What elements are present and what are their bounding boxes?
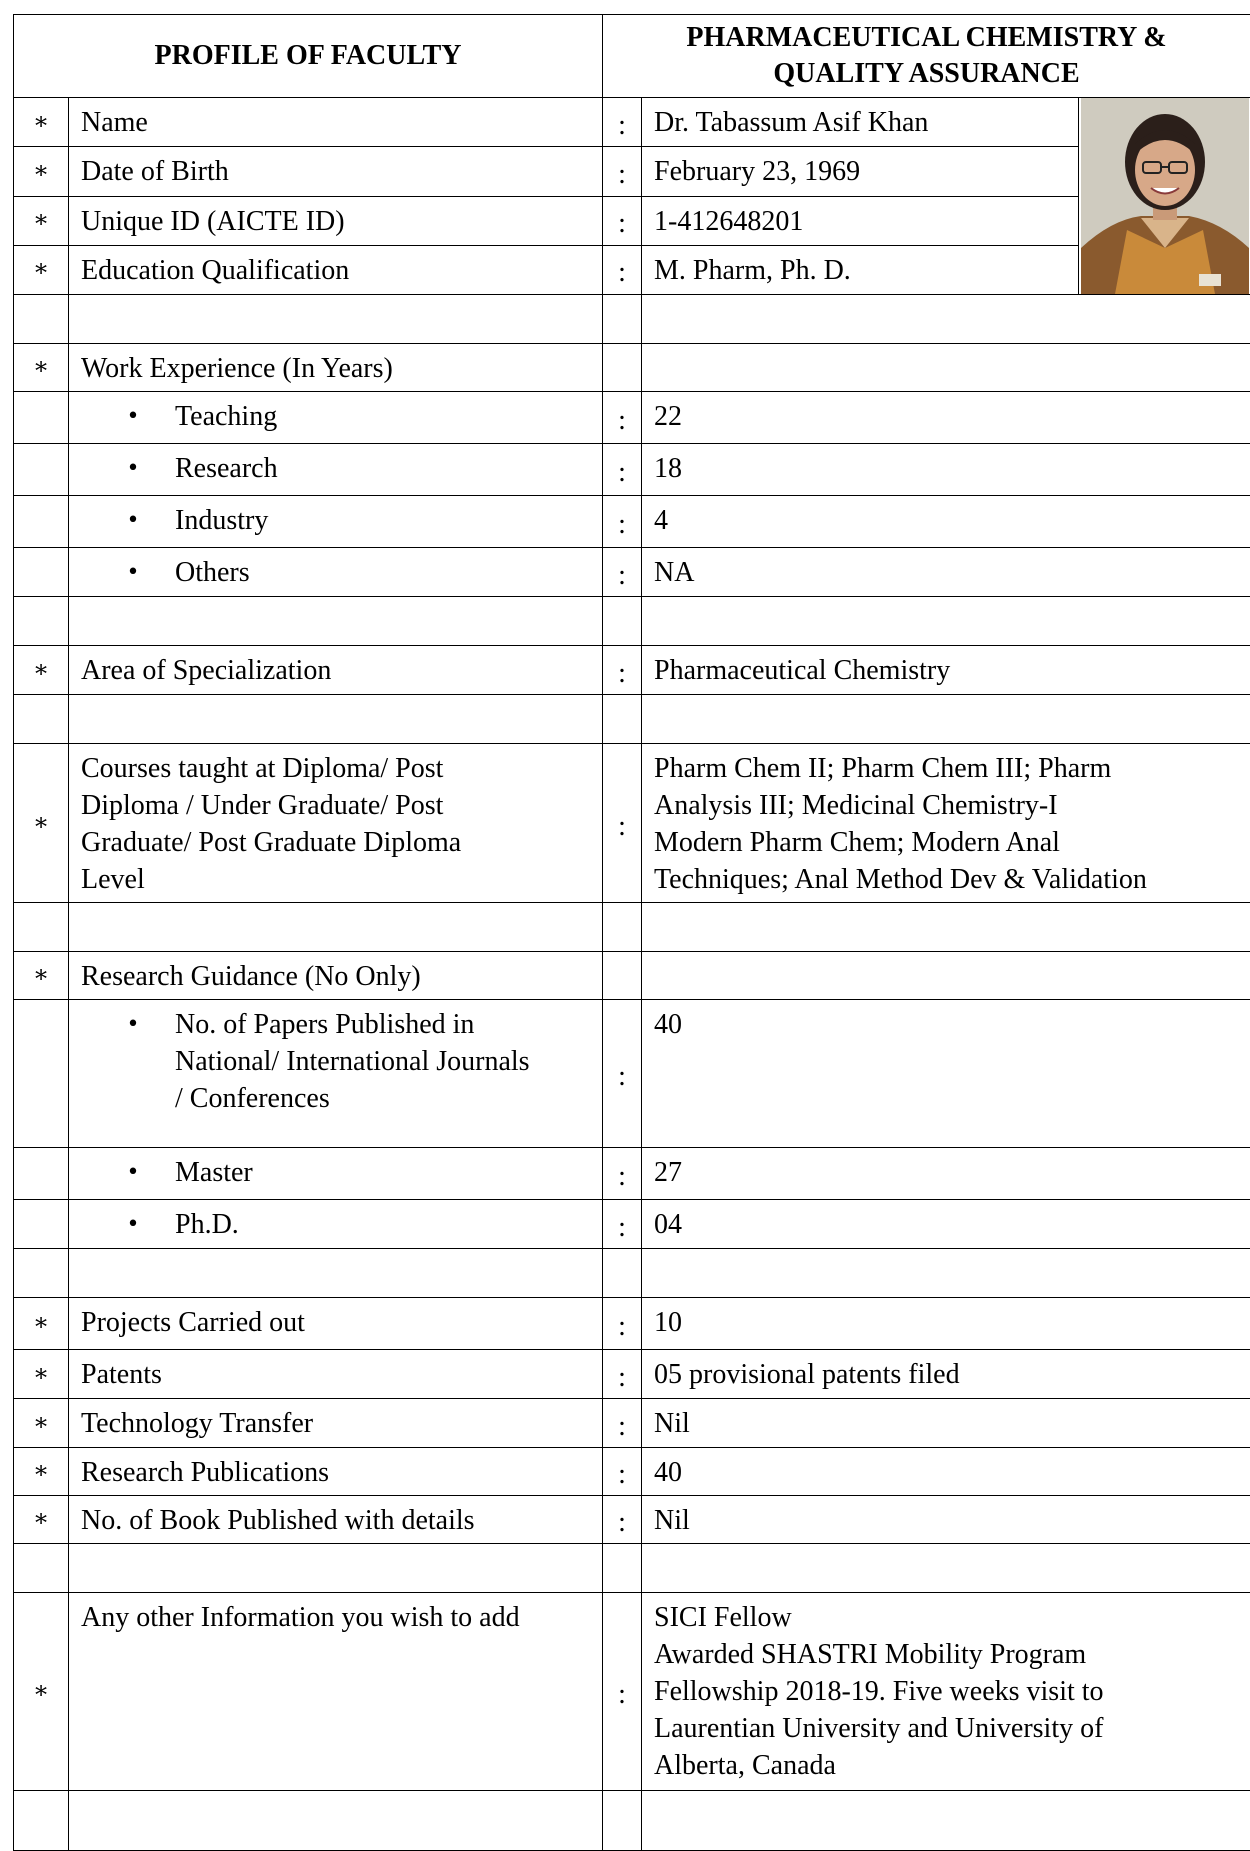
sub-item: • Ph.D. [69, 1200, 603, 1249]
table-row [14, 392, 1250, 444]
star-marker: ∗ [14, 1593, 69, 1791]
table-row [14, 444, 1250, 496]
table-row [14, 1200, 1250, 1249]
field-label: Projects Carried out [69, 1298, 603, 1350]
field-label: Research Publications [69, 1448, 603, 1496]
colon-separator: : [603, 1593, 642, 1791]
star-marker: ∗ [14, 1298, 69, 1350]
phd-value: 04 [642, 1200, 1250, 1249]
projects-value: 10 [642, 1298, 1250, 1350]
colon-separator: : [603, 1298, 642, 1350]
patents-value: 05 provisional patents filed [642, 1350, 1250, 1399]
colon-separator: : [603, 1448, 642, 1496]
star-marker: ∗ [14, 98, 69, 147]
spacer-row [14, 1249, 1250, 1298]
star-marker: ∗ [14, 1448, 69, 1496]
field-label: Area of Specialization [69, 646, 603, 695]
colon-separator: : [603, 147, 642, 196]
sub-item: • Others [69, 548, 603, 597]
table-row [14, 1298, 1250, 1350]
star-marker: ∗ [14, 245, 69, 294]
star-marker: ∗ [14, 646, 69, 695]
table-row [14, 496, 1250, 548]
photo-cell [1079, 98, 1250, 295]
spacer-row [14, 1791, 1250, 1851]
sub-item: • Master [69, 1148, 603, 1200]
bullet-icon: • [121, 1206, 145, 1243]
star-marker: ∗ [14, 344, 69, 392]
faculty-profile-page [13, 14, 1250, 1851]
star-marker: ∗ [14, 952, 69, 1000]
portrait-image [1081, 98, 1249, 294]
colon-separator: : [603, 1148, 642, 1200]
industry-years-value: 4 [642, 496, 1250, 548]
colon-separator: : [603, 98, 642, 147]
table-row [14, 1448, 1250, 1496]
table-row [14, 1496, 1250, 1544]
spacer-row [14, 597, 1250, 646]
colon-separator: : [603, 548, 642, 597]
header-row [14, 15, 1250, 98]
bullet-icon: • [121, 1006, 145, 1043]
table-row [14, 1350, 1250, 1399]
table-row [14, 1148, 1250, 1200]
colon-separator: : [603, 1200, 642, 1249]
name-value: Dr. Tabassum Asif Khan [642, 98, 1079, 147]
spacer-row [14, 1544, 1250, 1593]
table-row [14, 98, 1250, 147]
bullet-icon: • [121, 398, 145, 435]
sub-item: • Teaching [69, 392, 603, 444]
colon-separator: : [603, 1000, 642, 1148]
table-row [14, 1593, 1250, 1791]
table-row [14, 245, 1250, 294]
colon-separator: : [603, 1399, 642, 1448]
field-label: Unique ID (AICTE ID) [69, 196, 603, 245]
bullet-icon: • [121, 554, 145, 591]
profile-heading: PROFILE OF FACULTY [14, 15, 603, 98]
technology-transfer-value: Nil [642, 1399, 1250, 1448]
star-marker: ∗ [14, 1350, 69, 1399]
star-marker: ∗ [14, 1496, 69, 1544]
courses-value: Pharm Chem II; Pharm Chem III; Pharm Analysis III; Medicinal Chemistry-I Modern Pharm Chem; Modern Anal Techniques; Anal Method Dev & Validation [642, 744, 1250, 903]
research-years-value: 18 [642, 444, 1250, 496]
publications-value: 40 [642, 1448, 1250, 1496]
spacer-row [14, 695, 1250, 744]
papers-value: 40 [642, 1000, 1250, 1148]
table-row [14, 147, 1250, 196]
colon-separator: : [603, 444, 642, 496]
colon-separator: : [603, 646, 642, 695]
section-label: Work Experience (In Years) [69, 344, 603, 392]
star-marker: ∗ [14, 1399, 69, 1448]
field-label: Date of Birth [69, 147, 603, 196]
master-value: 27 [642, 1148, 1250, 1200]
field-label: Patents [69, 1350, 603, 1399]
colon-separator: : [603, 744, 642, 903]
sub-item: • No. of Papers Published in National/ International Journals / Conferences [69, 1000, 603, 1148]
other-info-value: SICI Fellow Awarded SHASTRI Mobility Program Fellowship 2018-19. Five weeks visit to Laurentian University and University of Alberta, Canada [642, 1593, 1250, 1791]
faculty-photo [1081, 98, 1249, 294]
profile-table [13, 14, 1250, 1851]
star-marker: ∗ [14, 196, 69, 245]
star-marker: ∗ [14, 744, 69, 903]
courses-label: Courses taught at Diploma/ Post Diploma / Under Graduate/ Post Graduate/ Post Graduate Diploma Level [69, 744, 603, 903]
field-label: Education Qualification [69, 245, 603, 294]
table-row [14, 1399, 1250, 1448]
colon-separator: : [603, 496, 642, 548]
colon-separator: : [603, 392, 642, 444]
bullet-icon: • [121, 450, 145, 487]
others-years-value: NA [642, 548, 1250, 597]
field-label: Name [69, 98, 603, 147]
aicte-id-value: 1-412648201 [642, 196, 1079, 245]
table-row [14, 646, 1250, 695]
colon-separator: : [603, 245, 642, 294]
qualification-value: M. Pharm, Ph. D. [642, 245, 1079, 294]
specialization-value: Pharmaceutical Chemistry [642, 646, 1250, 695]
field-label: Technology Transfer [69, 1399, 603, 1448]
star-marker: ∗ [14, 147, 69, 196]
sub-item: • Industry [69, 496, 603, 548]
date-of-birth-value: February 23, 1969 [642, 147, 1079, 196]
colon-separator: : [603, 196, 642, 245]
colon-separator: : [603, 1350, 642, 1399]
table-row [14, 952, 1250, 1000]
teaching-years-value: 22 [642, 392, 1250, 444]
table-row [14, 344, 1250, 392]
spacer-row [14, 295, 1250, 344]
section-label: Research Guidance (No Only) [69, 952, 603, 1000]
books-value: Nil [642, 1496, 1250, 1544]
department-heading: PHARMACEUTICAL CHEMISTRY & QUALITY ASSURANCE [603, 15, 1250, 98]
colon-separator: : [603, 1496, 642, 1544]
spacer-row [14, 903, 1250, 952]
field-label: No. of Book Published with details [69, 1496, 603, 1544]
table-row [14, 744, 1250, 903]
sub-item: • Research [69, 444, 603, 496]
other-info-label: Any other Information you wish to add [69, 1593, 603, 1791]
bullet-icon: • [121, 502, 145, 539]
table-row [14, 1000, 1250, 1148]
bullet-icon: • [121, 1154, 145, 1191]
table-row [14, 196, 1250, 245]
table-row [14, 548, 1250, 597]
